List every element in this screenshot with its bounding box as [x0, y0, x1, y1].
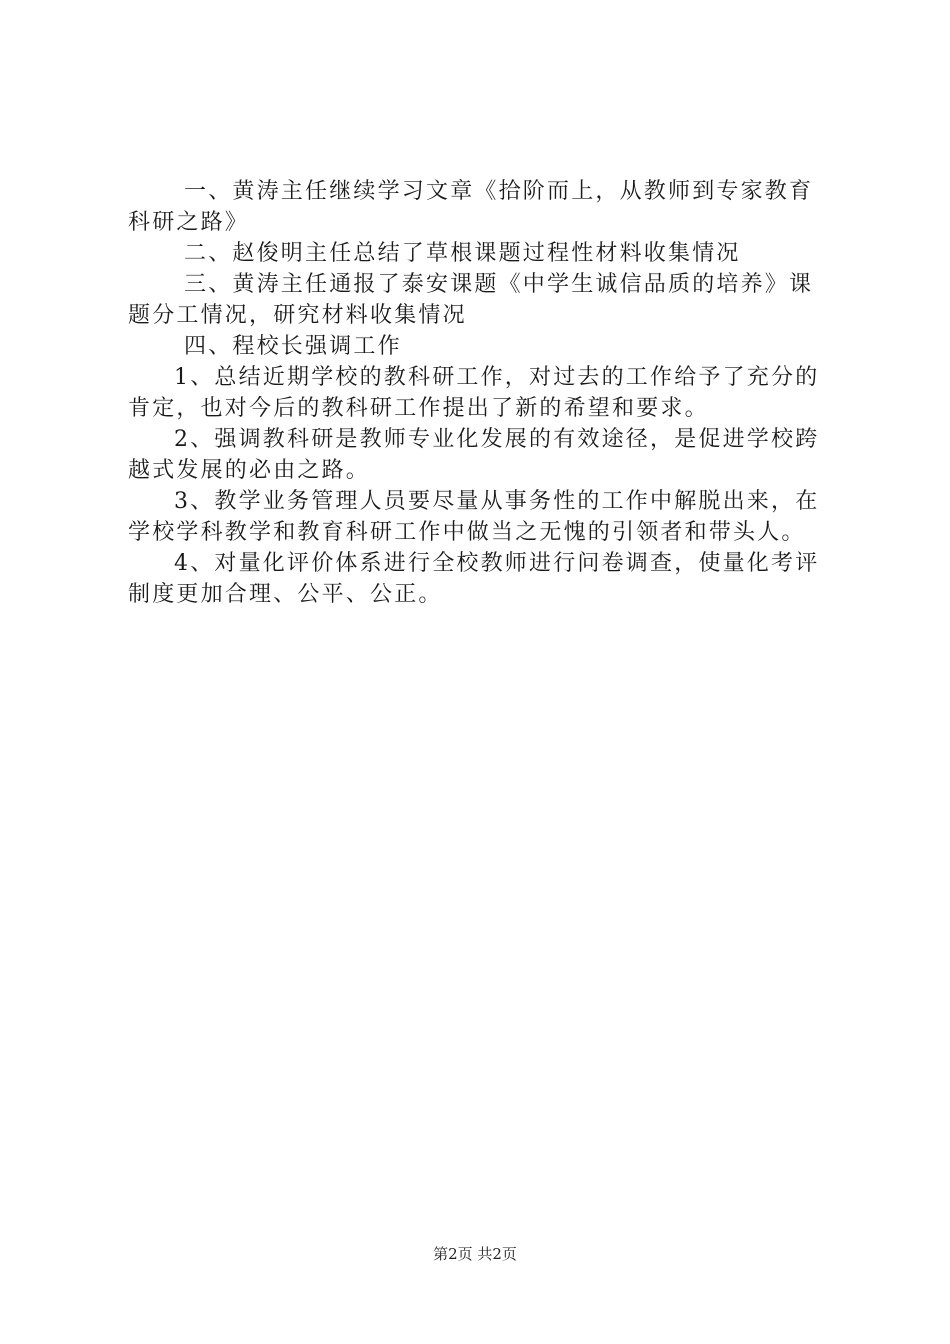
paragraph-item-3: 三、黄涛主任通报了泰安课题《中学生诚信品质的培养》课题分工情况，研究材料收集情况	[128, 272, 814, 328]
paragraph-point-3: 3、教学业务管理人员要尽量从事务性的工作中解脱出来，在学校学科教学和教育科研工作中做当之无愧的引领者和带头人。	[128, 489, 820, 545]
paragraph-point-4: 4、对量化评价体系进行全校教师进行问卷调查，使量化考评制度更加合理、公平、公正。	[128, 551, 820, 607]
paragraph-item-2: 二、赵俊明主任总结了草根课题过程性材料收集情况	[184, 241, 741, 266]
page-number-footer: 第2页 共2页	[433, 1245, 517, 1263]
paragraph-section-4-heading: 四、程校长强调工作	[184, 334, 402, 359]
document-body	[128, 176, 830, 610]
paragraph-item-1: 一、黄涛主任继续学习文章《拾阶而上，从教师到专家教育科研之路》	[128, 179, 814, 235]
paragraph-point-2: 2、强调教科研是教师专业化发展的有效途径，是促进学校跨越式发展的必由之路。	[128, 427, 820, 483]
paragraph-point-1: 1、总结近期学校的教科研工作，对过去的工作给予了充分的肯定，也对今后的教科研工作提出了新的希望和要求。	[128, 365, 820, 421]
